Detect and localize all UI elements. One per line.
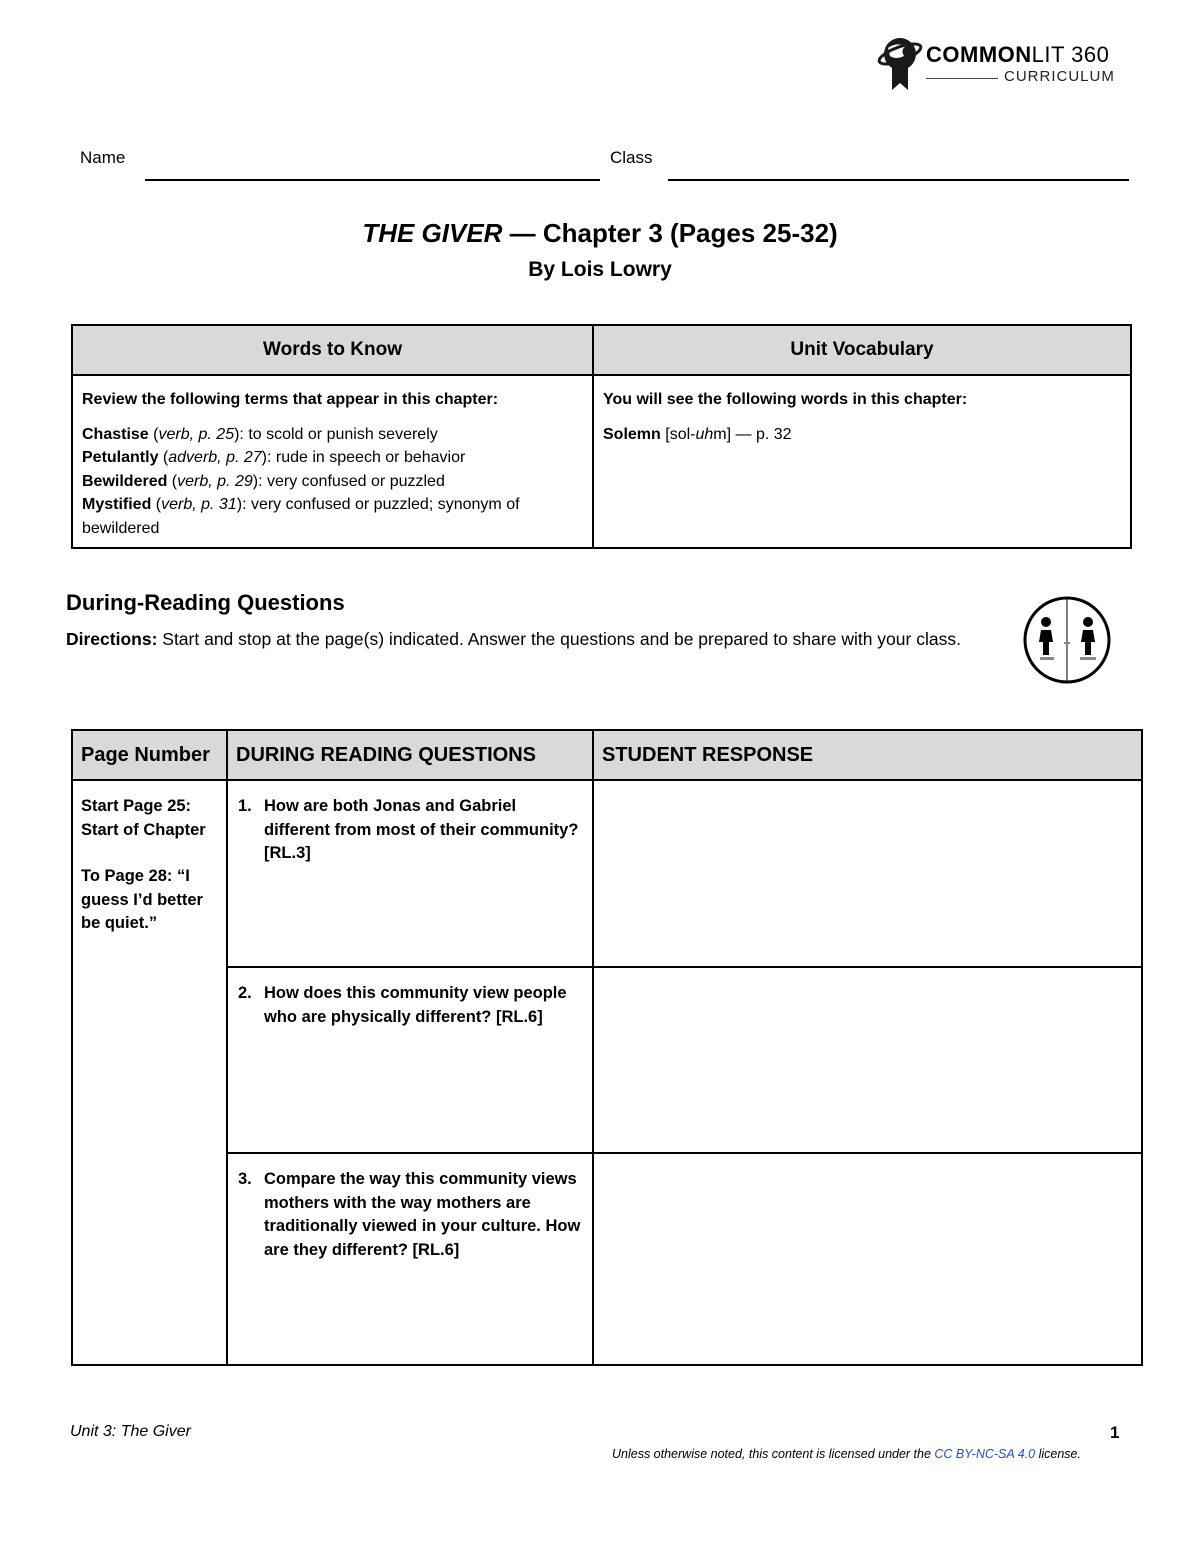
during-reading-heading: During-Reading Questions — [66, 590, 345, 615]
start-page: Start Page 25: Start of Chapter — [81, 797, 206, 839]
question-text: How does this community view people who are physically different? [RL.6] — [264, 984, 567, 1026]
unit-vocabulary-header: Unit Vocabulary — [593, 325, 1131, 375]
logo-subtitle: CURRICULUM — [1004, 68, 1115, 85]
book-title: THE GIVER — [362, 218, 503, 248]
vocabulary-table — [71, 324, 1132, 549]
unit-vocab-intro: You will see the following words in this chapter: — [603, 391, 968, 408]
vocab-entry: Bewildered (verb, p. 29): very confused or puzzled — [82, 472, 445, 490]
unit-vocabulary-cell — [593, 375, 1131, 548]
page-title — [0, 218, 1200, 249]
pair-share-icon — [1022, 595, 1112, 685]
vocab-entry: Mystified (verb, p. 31): very confused or puzzled; synonym of bewildered — [82, 496, 520, 537]
class-field[interactable] — [668, 179, 1129, 181]
commonlit-logo — [876, 34, 1136, 96]
chapter-range: — Chapter 3 (Pages 25-32) — [502, 218, 838, 248]
author-line: By Lois Lowry — [528, 258, 672, 281]
vocab-entry: Petulantly (adverb, p. 27): rude in speech or behavior — [82, 449, 466, 466]
license-notice: Unless otherwise noted, this content is licensed under the CC BY-NC-SA 4.0 license. — [612, 1447, 1081, 1461]
unit-vocab-entry: Solemn [sol-uhm] — p. 32 — [603, 425, 792, 443]
name-label: Name — [80, 148, 126, 167]
question-cell: 2. How does this community view people who are physically different? [RL.6] — [227, 967, 593, 1153]
response-field-1[interactable] — [593, 780, 1142, 967]
logo-divider — [926, 78, 998, 79]
question-text: Compare the way this community views mothers with the way mothers are traditionally viewed in your culture. How are they different? [RL.6] — [264, 1170, 581, 1259]
question-cell: 3. Compare the way this community views mothers with the way mothers are traditionally viewed in your culture. How are they different? [RL.6] — [227, 1153, 593, 1365]
footer-unit: Unit 3: The Giver — [70, 1423, 191, 1440]
end-page: To Page 28: “I guess I’d better be quiet.” — [81, 867, 203, 932]
question-cell: 1. How are both Jonas and Gabriel different from most of their community? [RL.3] — [227, 780, 593, 967]
student-response-header: STUDENT RESPONSE — [593, 730, 1142, 780]
page-range-cell — [72, 780, 227, 1365]
words-to-know-header: Words to Know — [72, 325, 593, 375]
page-number: 1 — [1110, 1423, 1120, 1442]
response-field-3[interactable] — [593, 1153, 1142, 1365]
directions-text: Directions: Start and stop at the page(s) indicated. Answer the questions and be prepared to share with your class. — [66, 629, 961, 649]
table-row — [72, 1153, 1142, 1365]
words-intro: Review the following terms that appear in this chapter: — [82, 391, 499, 408]
table-row — [72, 967, 1142, 1153]
table-row — [72, 780, 1142, 967]
logo-wordmark: COMMONLIT 360 — [926, 42, 1110, 67]
question-text: How are both Jonas and Gabriel different from most of their community? [RL.3] — [264, 797, 579, 862]
class-label: Class — [610, 148, 653, 167]
questions-header: DURING READING QUESTIONS — [227, 730, 593, 780]
vocab-entry: Chastise (verb, p. 25): to scold or punish severely — [82, 425, 438, 443]
page-number-header: Page Number — [72, 730, 227, 780]
questions-table — [71, 729, 1143, 1366]
response-field-2[interactable] — [593, 967, 1142, 1153]
globe-ribbon-icon — [876, 34, 924, 94]
license-link[interactable]: CC BY-NC-SA 4.0 — [934, 1447, 1036, 1461]
name-field[interactable] — [145, 179, 600, 181]
words-to-know-cell — [72, 375, 593, 548]
